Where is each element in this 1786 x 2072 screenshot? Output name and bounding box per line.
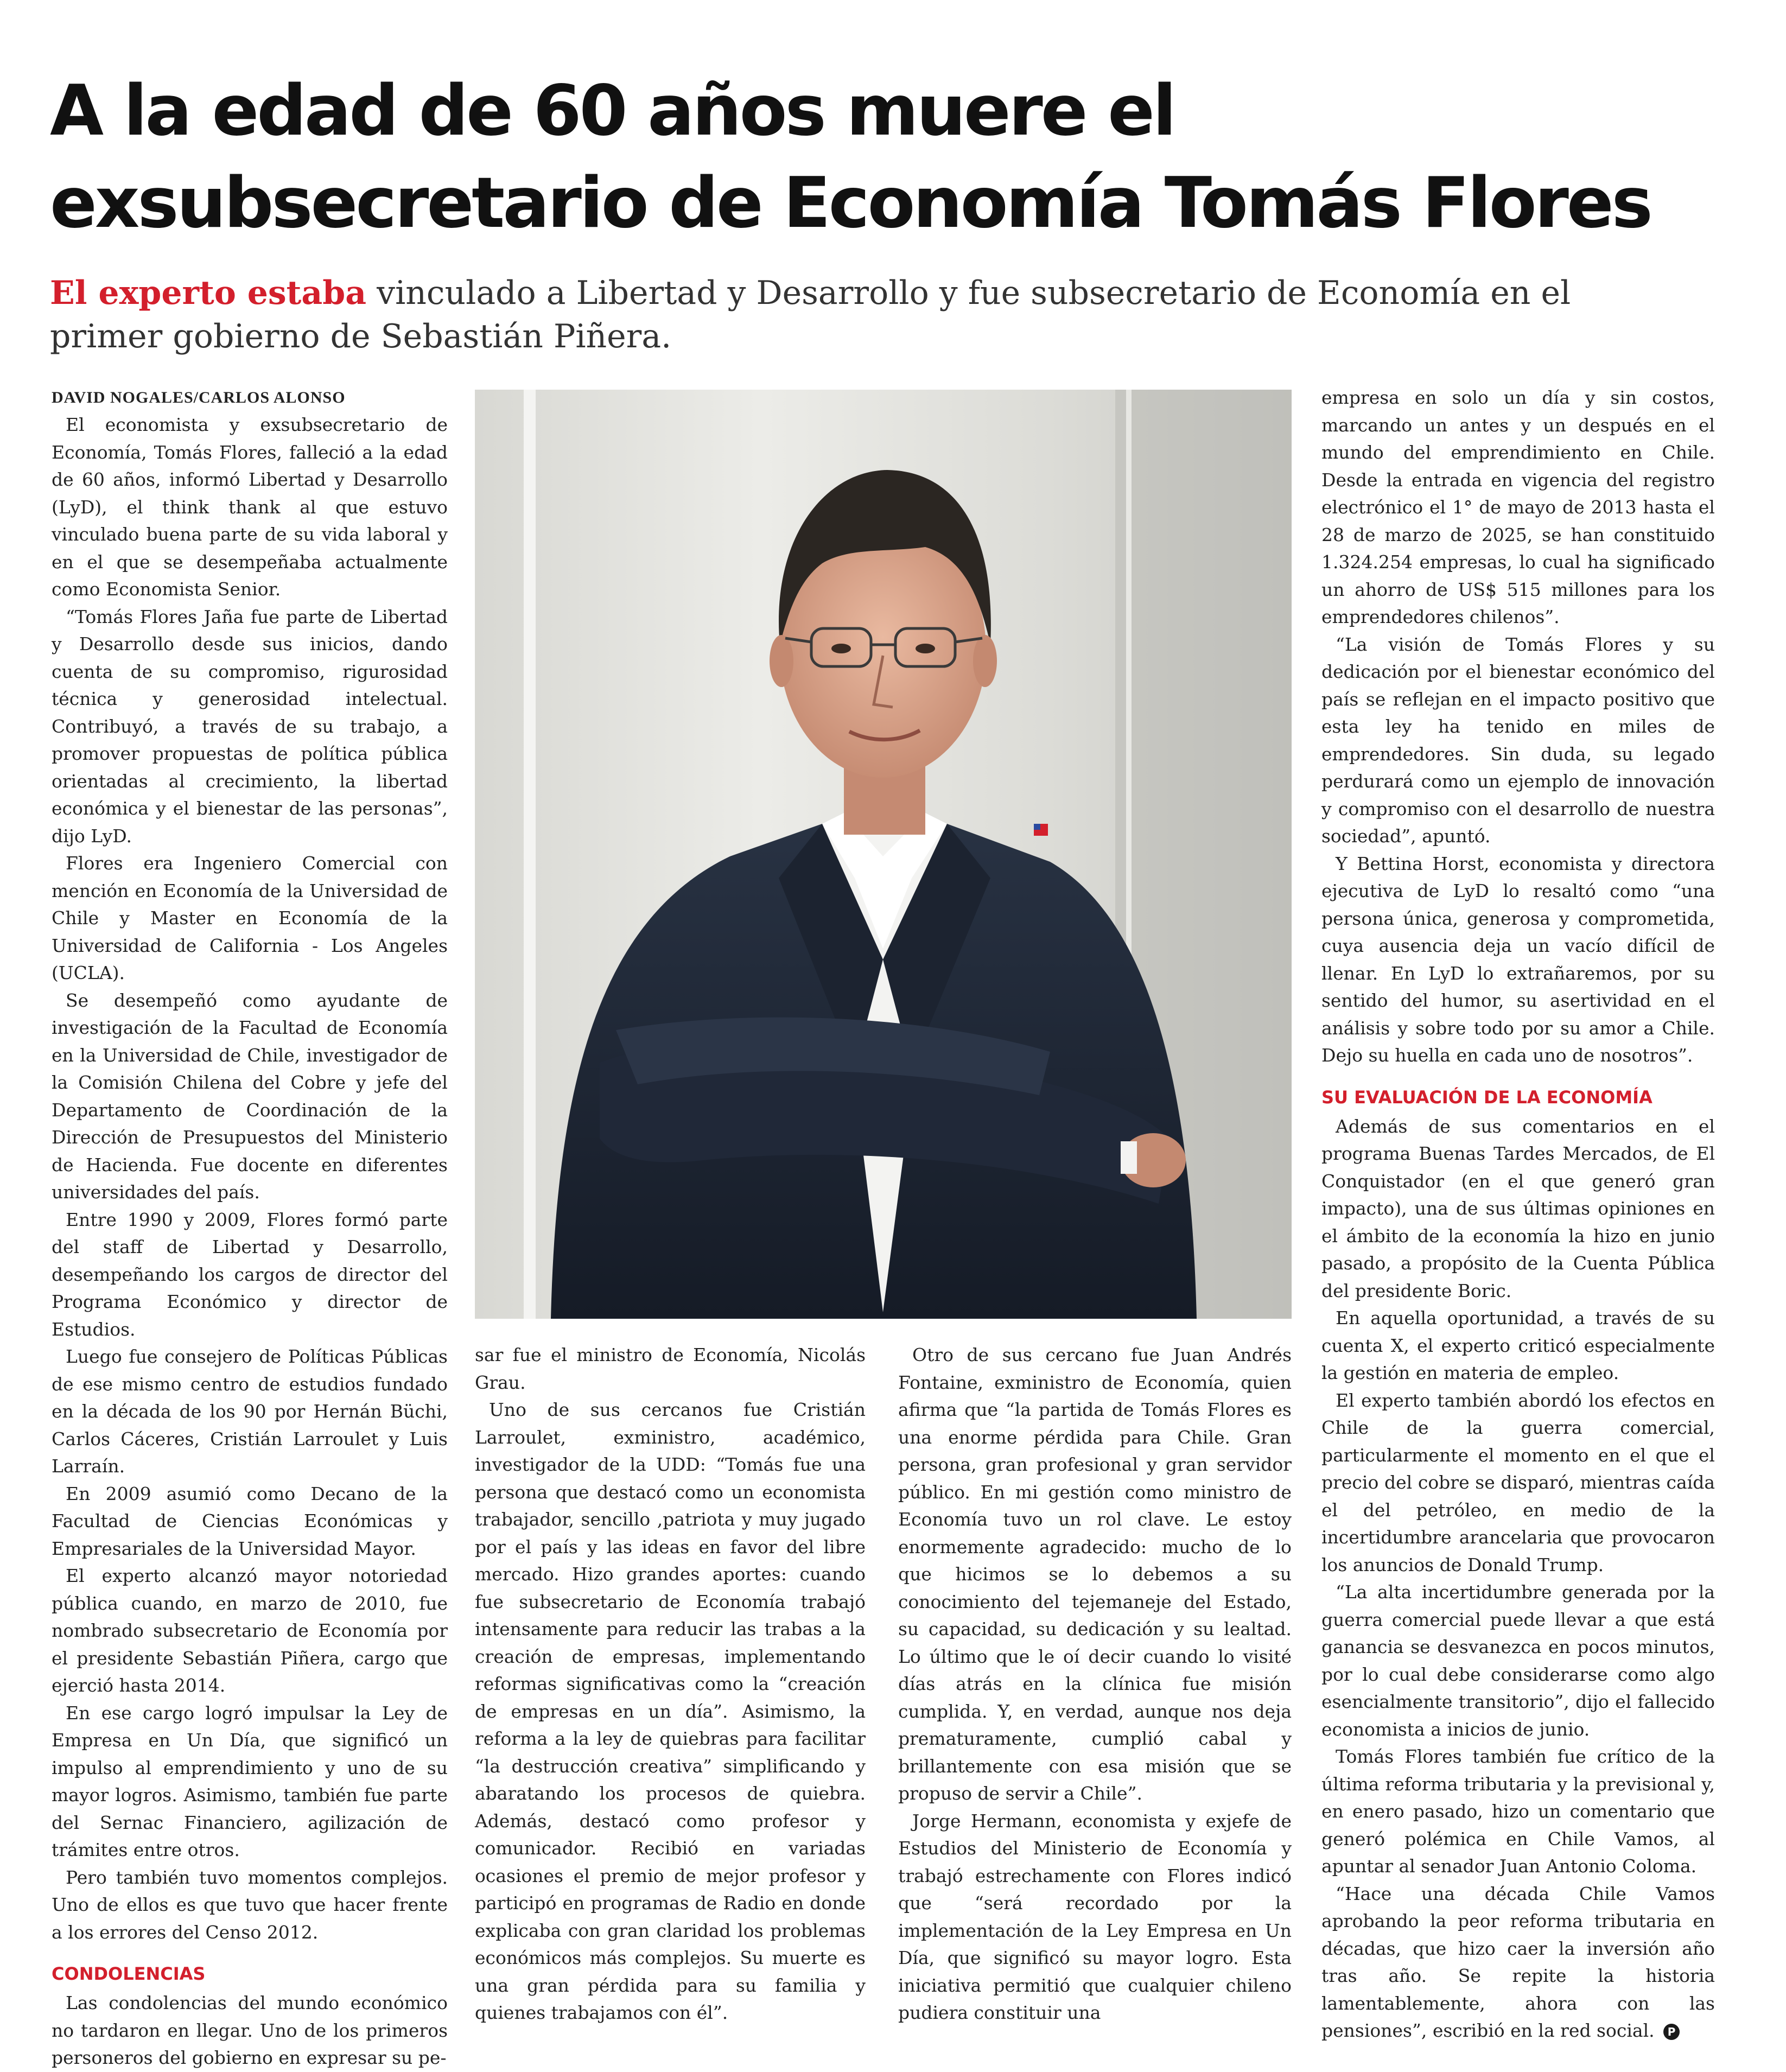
subhead-evaluacion: SU EVALUACIÓN DE LA ECONOMÍA [1321, 1086, 1652, 1108]
headline [50, 65, 1743, 250]
paragraph: “La alta incertidumbre generada por la guerra comercial puede llevar a que está ganancia se desvanezca en pocos minutos, por lo cual debe considerarse como algo esencialmente transitorio”, dijo el fallecido economista a inicios de junio. [1321, 1581, 1715, 1740]
headline-line-1: A la edad de 60 años muere el [50, 71, 1174, 151]
paragraph: En 2009 asumió como Decano de la Facultad de Ciencias Económicas y Empresariales de la Universidad Mayor. [52, 1483, 448, 1559]
paragraph: Luego fue consejero de Políticas Públicas de ese mismo centro de estudios fundado en la década de los 90 por Hernán Büchi, Carlos Cáceres, Cristián Larroulet y Luis Larraín. [52, 1346, 448, 1477]
paragraph: Entre 1990 y 2009, Flores formó parte del staff de Libertad y Desarrollo, desempeñando los cargos de director del Programa Económico y director de Estudios. [52, 1209, 448, 1340]
column-1 [52, 384, 448, 2072]
paragraph: Pero también tuvo momentos complejos. Uno de ellos es que tuvo que hacer frente a los errores del Censo 2012. [52, 1866, 448, 1943]
paragraph: sar fue el ministro de Economía, Nicolás Grau. [475, 1344, 866, 1393]
subhead-condolencias: CONDOLENCIAS [52, 1963, 206, 1984]
paragraph-final-text: “Hace una década Chile Vamos aprobando la peor reforma tributaria en décadas, que hizo caer la inversión año tras año. Se repite la historia lamentablemente, ahora con las pensiones”, escribió en la red social. [1321, 1883, 1715, 2041]
paragraph: Las condolencias del mundo económico no tardaron en llegar. Uno de los primeros personeros del gobierno en expresar su pe- [52, 1992, 448, 2068]
paragraph: Flores era Ingeniero Comercial con mención en Economía de la Universidad de Chile y Master en Economía de la Universidad de California - Los Angeles (UCLA). [52, 853, 448, 983]
column-3 [898, 1342, 1292, 2027]
portrait-illustration [475, 390, 1292, 1319]
paragraph: Jorge Hermann, economista y exjefe de Estudios del Ministerio de Economía y trabajó estrechamente con Flores indicó que “será recordado por la implementación de la Ley Empresa en Un Día, que significó su mayor logro. Esta iniciativa permitió que cualquier chileno pudiera constituir una [898, 1810, 1292, 2023]
paragraph: empresa en solo un día y sin costos, marcando un antes y un después en el mundo del emprendimiento en Chile. Desde la entrada en vigencia del registro electrónico el 1° de mayo de 2013 hasta el 28 de marzo de 2025, se han constituido 1.324.254 empresas, lo cual ha significado un ahorro de US$ 515 millones para los emprendedores chilenos”. [1321, 387, 1715, 627]
paragraph: El economista y exsubsecretario de Economía, Tomás Flores, falleció a la edad de 60 años, informó Libertad y Desarrollo (LyD), el think thank al que estuvo vinculado buena parte de su vida laboral y en el que se desempeñaba actualmente como Economista Senior. [52, 414, 448, 600]
paragraph: En ese cargo logró impulsar la Ley de Empresa en Un Día, que significó un impulso al emprendimiento y uno de su mayor logros. Asimismo, también fue parte del Sernac Financiero, agilización de trámites entre otros. [52, 1702, 448, 1860]
paragraph: Otro de sus cercano fue Juan Andrés Fontaine, exministro de Economía, quien afirma que “la partida de Tomás Flores es una enorme pérdida para Chile. Gran persona, gran profesional y gran servidor público. En mi gestión como ministro de Economía tuvo un rol clave. Le estoy enormemente agradecido: mucho de lo que hicimos se lo debemos a su conocimiento del tejemaneje del Estado, su capacidad, su dedicación y su lealtad. Lo último que le oí decir cuando lo visité días atrás en la clínica fue misión cumplida. Y, en verdad, aunque nos deja prematuramente, cumplió cabal y brillantemente con esa misión que se propuso de servir a Chile”. [898, 1344, 1292, 1804]
paragraph: El experto alcanzó mayor notoriedad pública cuando, en marzo de 2010, fue nombrado subsecretario de Economía por el presidente Sebastián Piñera, cargo que ejerció hasta 2014. [52, 1565, 448, 1696]
column-4 [1321, 384, 1715, 2045]
paragraph-final [1321, 1880, 1715, 2045]
paragraph: Se desempeñó como ayudante de investigación de la Facultad de Economía en la Universidad de Chile, investigador de la Comisión Chilena del Cobre y jefe del Departamento de Coordinación de la Dirección de Presupuestos del Ministerio de Hacienda. Fue docente en diferentes universidades del país. [52, 989, 448, 1203]
headline-line-2: exsubsecretario de Economía Tomás Flores [50, 163, 1651, 244]
portrait-photo [475, 390, 1292, 1319]
byline: DAVID NOGALES/CARLOS ALONSO [52, 389, 346, 406]
paragraph: El experto también abordó los efectos en Chile de la guerra comercial, particularmente el momento en el que el precio del cobre se disparó, mientras caída el del petróleo, en medio de la incertidumbre arancelaria que provocaron los anuncios de Donald Trump. [1321, 1389, 1715, 1575]
paragraph: Uno de sus cercanos fue Cristián Larroulet, exministro, académico, investigador de la UDD: “Tomás fue una persona que destacó como un economista trabajador, sencillo ,patriota y muy jugado por el país y las ideas en favor del libre mercado. Hizo grandes aportes: cuando fue subsecretario de Economía trabajó intensamente para reducir las trabas a la creación de empresas, implementando reformas significativas como la “creación de empresas en un día”. Asimismo, la reforma a la ley de quiebras para facilitar “la destrucción creativa” simplificando y abaratando los procesos de quiebra. Además, destacó como profesor y comunicador. Recibió en variadas ocasiones el premio de mejor profesor y participó en programas de Radio en donde explicaba con gran claridad los problemas económicos más complejos. Su muerte es una gran pérdida para su familia y quienes trabajamos con él”. [475, 1399, 866, 2023]
paragraph: “La visión de Tomás Flores y su dedicación por el bienestar económico del país se reflejan en el impacto positivo que esta ley ha tenido en miles de emprendedores. Sin duda, su legado perdurará como un ejemplo de innovación y compromiso con el desarrollo de nuestra sociedad”, apuntó. [1321, 633, 1715, 847]
paragraph: Además de sus comentarios en el programa Buenas Tardes Mercados, de El Conquistador (en el que generó gran impacto), una de sus últimas opiniones en el ámbito de la economía la hizo en junio pasado, a propósito de la Cuenta Pública del presidente Boric. [1321, 1115, 1715, 1301]
paragraph: Y Bettina Horst, economista y directora ejecutiva de LyD lo resaltó como “una persona única, generosa y comprometida, cuya ausencia deja un vacío difícil de llenar. En LyD lo extrañaremos, por su sentido del humor, su asertividad en el análisis y sobre todo por su amor a Chile. Dejo su huella en cada uno de nosotros”. [1321, 853, 1715, 1066]
deck [50, 271, 1678, 358]
paragraph: Tomás Flores también fue crítico de la última reforma tributaria y la previsional y, en enero pasado, hizo un comentario que generó polémica en Chile Vamos, al apuntar al senador Juan Antonio Coloma. [1321, 1746, 1715, 1877]
end-mark-icon: P [1663, 2024, 1680, 2040]
paragraph: “Tomás Flores Jaña fue parte de Libertad y Desarrollo desde sus inicios, dando cuenta de su compromiso, rigurosidad técnica y generosidad intelectual. Contribuyó, a través de su trabajo, a promover propuestas de política pública orientadas al crecimiento, la libertad económica y el bienestar de las personas”, dijo LyD. [52, 606, 448, 847]
deck-lead: El experto estaba [50, 274, 367, 312]
paragraph: En aquella oportunidad, a través de su cuenta X, el experto criticó especialmente la gestión en materia de empleo. [1321, 1307, 1715, 1383]
column-2 [475, 1342, 866, 2027]
deck-rest: vinculado a Libertad y Desarrollo y fue subsecretario de Economía en el primer gobierno de Sebastián Piñera. [50, 274, 1571, 355]
